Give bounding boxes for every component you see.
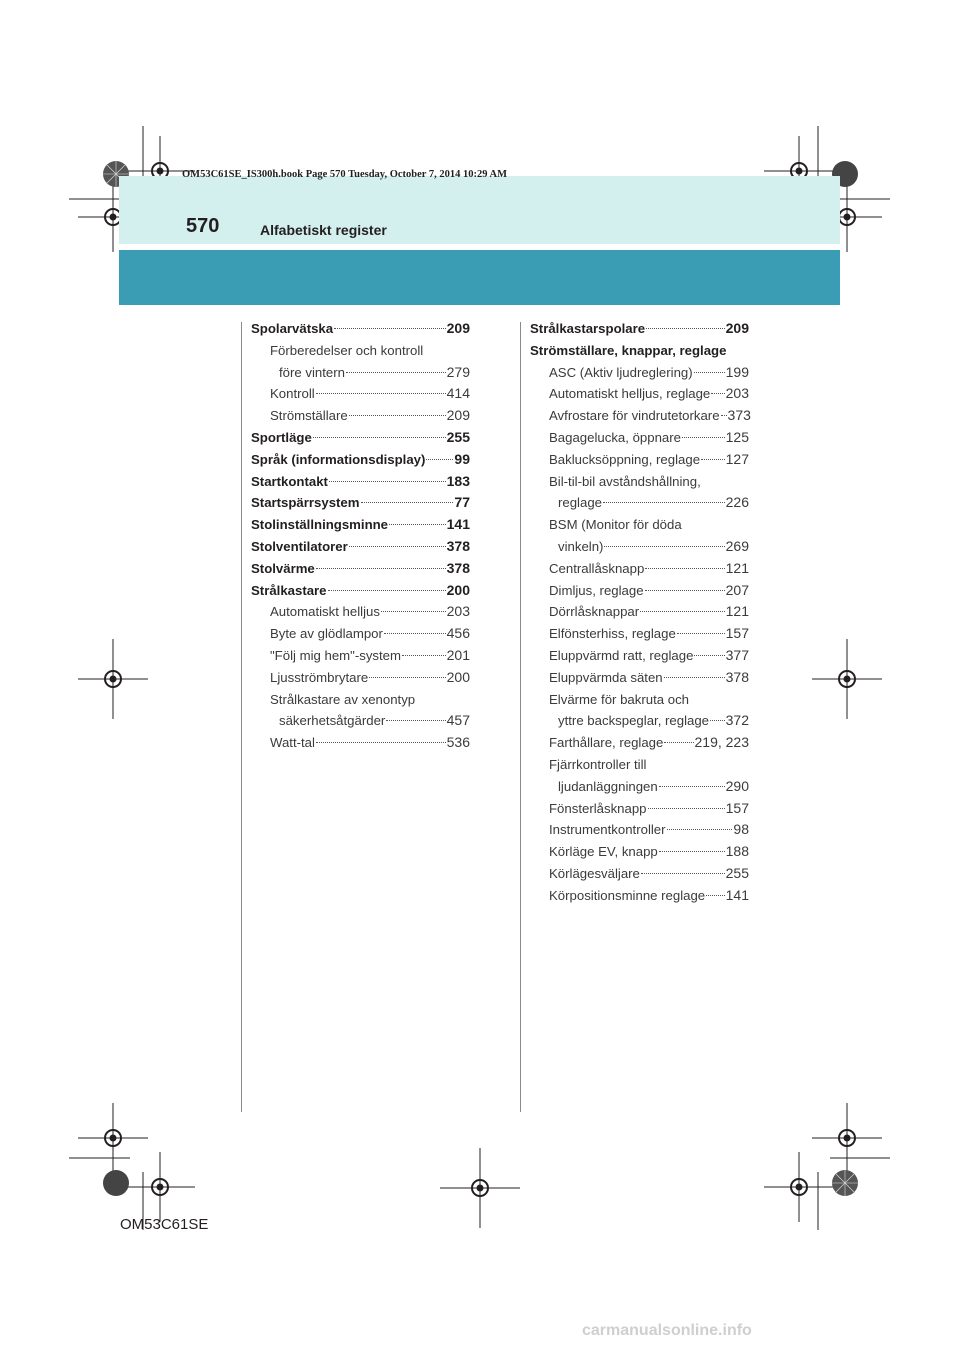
index-entry: [251, 558, 470, 580]
index-entry-text: Bagagelucka, öppnare: [549, 429, 681, 445]
dot-leader: [641, 873, 725, 874]
index-entry: [530, 732, 749, 754]
dot-leader: [721, 415, 727, 416]
index-entry: [530, 623, 749, 645]
registration-target-bottom-left: [125, 1152, 195, 1222]
index-entry-text: Strömställare, knappar, reglage: [530, 342, 727, 358]
index-entry: [530, 710, 749, 732]
dot-leader: [316, 742, 446, 743]
index-entry-text: Elfönsterhiss, reglage: [549, 626, 676, 642]
dot-leader: [711, 393, 724, 394]
index-entry-text: Strålkastare: [251, 582, 327, 598]
index-entry: [530, 863, 749, 885]
index-entry-text: "Följ mig hem"-system: [270, 647, 401, 663]
index-entry-text: Förberedelser och kontroll: [270, 342, 424, 358]
index-entry-text: ljudanläggningen: [558, 778, 658, 794]
registration-target-right-middle: [812, 639, 882, 719]
dot-leader: [667, 829, 733, 830]
index-entry: [251, 732, 470, 754]
index-entry: [530, 536, 749, 558]
dot-leader: [710, 720, 725, 721]
index-entry-text: Startkontakt: [251, 473, 328, 489]
index-entry-page: 378: [725, 668, 749, 685]
registration-target-bottom-center: [440, 1148, 520, 1228]
index-entry: [530, 798, 749, 820]
dot-leader: [369, 677, 445, 678]
index-entry-text: Byte av glödlampor: [270, 626, 383, 642]
column-rule-middle: [520, 322, 521, 1112]
index-entry-text: Spolarvätska: [251, 321, 334, 336]
index-entry-text: Farthållare, reglage: [549, 735, 664, 751]
dot-leader: [384, 633, 446, 634]
index-entry-text: Stolvärme: [251, 560, 315, 576]
dot-leader: [701, 459, 725, 460]
index-entry-page: 290: [725, 777, 749, 794]
starburst-mark-bottom-left: [101, 1168, 131, 1198]
index-entry: [251, 710, 470, 732]
dot-leader: [706, 895, 724, 896]
header-band-light: [119, 176, 840, 244]
index-entry: [530, 885, 749, 907]
index-entry-page: 414: [446, 385, 470, 402]
index-entry: [251, 492, 470, 514]
starburst-mark-bottom-right: [830, 1168, 860, 1198]
dot-leader: [682, 437, 725, 438]
dot-leader: [648, 808, 725, 809]
index-entry-page: 141: [725, 886, 749, 903]
index-column-right: [530, 318, 749, 907]
index-entry: [251, 318, 470, 340]
index-entry: [251, 623, 470, 645]
index-entry-text: Sportläge: [251, 429, 312, 445]
index-entry-text: Instrumentkontroller: [549, 822, 666, 838]
dot-leader: [664, 742, 693, 743]
index-entry: [530, 558, 749, 580]
index-entry-text: Bil-til-bil avståndshållning,: [549, 473, 701, 489]
index-entry-text: Strålkastarspolare: [530, 321, 646, 336]
index-entry-text: Kontroll: [270, 386, 315, 402]
index-entry-page: 219, 223: [694, 734, 749, 751]
index-entry: [530, 471, 749, 493]
index-entry-page: 200: [446, 668, 470, 685]
dot-leader: [694, 372, 725, 373]
dot-leader: [659, 786, 725, 787]
index-entry-text: Fjärrkontroller till: [549, 756, 647, 772]
index-entry-text: vinkeln): [558, 538, 604, 554]
dot-leader: [316, 393, 446, 394]
index-entry-text: Avfrostare för vindrutetorkare: [549, 408, 720, 424]
index-entry-page: 121: [725, 603, 749, 620]
index-entry-text: före vintern: [279, 364, 345, 380]
index-entry-text: Automatiskt helljus: [270, 604, 380, 620]
index-entry-text: yttre backspeglar, reglage: [558, 713, 710, 729]
index-entry: [530, 819, 749, 841]
index-entry: [251, 471, 470, 493]
index-entry-page: 209: [446, 320, 470, 336]
dot-leader: [381, 611, 446, 612]
dot-leader: [402, 655, 446, 656]
index-entry-text: Watt-tal: [270, 735, 315, 751]
index-entry: [530, 318, 749, 340]
index-entry-page: 188: [725, 843, 749, 860]
header-band-dark: [119, 250, 840, 305]
index-entry: [251, 580, 470, 602]
index-entry-text: Strömställare: [270, 408, 348, 424]
index-entry-page: 99: [454, 450, 470, 467]
index-entry-text: Baklucksöppning, reglage: [549, 451, 701, 467]
index-entry-text: Dörrlåsknappar: [549, 604, 640, 620]
index-entry-page: 183: [446, 472, 470, 489]
index-entry-text: Språk (informationsdisplay): [251, 451, 426, 467]
dot-leader: [659, 851, 725, 852]
index-entry-text: Körläge EV, knapp: [549, 844, 658, 860]
index-entry-text: Stolinställningsminne: [251, 517, 389, 533]
index-entry-page: 255: [446, 428, 470, 445]
index-entry-page: 456: [446, 625, 470, 642]
index-entry-text: Stolventilatorer: [251, 538, 348, 554]
index-entry-text: Startspärrsystem: [251, 495, 360, 511]
index-entry-page: 199: [725, 363, 749, 380]
index-entry-page: 536: [446, 734, 470, 751]
index-entry-text: Fönsterlåsknapp: [549, 800, 647, 816]
dot-leader: [646, 328, 725, 329]
index-entry-page: 226: [725, 494, 749, 511]
index-entry-text: BSM (Monitor för döda: [549, 517, 682, 533]
index-entry-text: Centrallåsknapp: [549, 560, 645, 576]
index-entry: [530, 776, 749, 798]
index-entry-page: 209: [446, 407, 470, 424]
index-entry-page: 98: [733, 821, 749, 838]
index-entry: [251, 449, 470, 471]
index-entry: [251, 536, 470, 558]
index-entry-page: 157: [725, 799, 749, 816]
index-entry: [251, 362, 470, 384]
index-entry-page: 200: [446, 581, 470, 598]
index-entry: [530, 427, 749, 449]
index-entry: [530, 754, 749, 776]
index-entry: [251, 340, 470, 362]
dot-leader: [361, 502, 454, 503]
dot-leader: [426, 459, 453, 460]
dot-leader: [316, 568, 446, 569]
index-entry-text: Körpositionsminne reglage: [549, 887, 706, 903]
index-entry-text: säkerhetsåtgärder: [279, 713, 386, 729]
document-code: OM53C61SE: [120, 1216, 209, 1233]
page-number: 570: [186, 215, 220, 237]
index-entry-page: 269: [725, 537, 749, 554]
index-entry-page: 279: [446, 363, 470, 380]
index-entry: [530, 449, 749, 471]
index-entry-text: Körlägesväljare: [549, 865, 640, 881]
dot-leader: [604, 546, 724, 547]
index-entry: [530, 514, 749, 536]
index-entry-text: Eluppvärmda säten: [549, 669, 663, 685]
registration-target-left-middle: [78, 639, 148, 719]
index-entry-page: 457: [446, 712, 470, 729]
dot-leader: [694, 655, 724, 656]
index-column-left: [251, 318, 470, 754]
dot-leader: [664, 677, 725, 678]
dot-leader: [334, 328, 446, 329]
watermark: carmanualsonline.info: [582, 1322, 752, 1339]
index-entry: [530, 362, 749, 384]
index-entry-page: 377: [725, 646, 749, 663]
index-entry-text: Ljusströmbrytare: [270, 669, 369, 685]
dot-leader: [329, 481, 446, 482]
index-entry-page: 378: [446, 537, 470, 554]
index-entry-page: 209: [725, 320, 749, 336]
dot-leader: [349, 546, 446, 547]
section-title: Alfabetiskt register: [260, 222, 387, 238]
index-entry-page: 201: [446, 646, 470, 663]
index-entry-page: 141: [446, 516, 470, 533]
index-entry: [530, 667, 749, 689]
index-entry: [530, 340, 749, 362]
index-entry: [251, 383, 470, 405]
index-entry: [530, 492, 749, 514]
dot-leader: [640, 611, 724, 612]
index-entry: [530, 580, 749, 602]
index-entry: [251, 601, 470, 623]
index-entry: [251, 645, 470, 667]
index-entry: [530, 405, 749, 427]
dot-leader: [386, 720, 445, 721]
index-entry: [251, 689, 470, 711]
dot-leader: [346, 372, 446, 373]
index-entry: [530, 689, 749, 711]
index-entry: [530, 645, 749, 667]
dot-leader: [645, 590, 725, 591]
book-info-line: OM53C61SE_IS300h.book Page 570 Tuesday, October 7, 2014 10:29 AM: [182, 169, 508, 180]
dot-leader: [677, 633, 725, 634]
index-entry: [251, 514, 470, 536]
index-entry: [251, 667, 470, 689]
dot-leader: [645, 568, 724, 569]
index-entry-page: 127: [725, 450, 749, 467]
dot-leader: [389, 524, 446, 525]
index-entry-page: 203: [725, 385, 749, 402]
index-entry-text: Eluppvärmd ratt, reglage: [549, 647, 694, 663]
index-entry: [530, 601, 749, 623]
dot-leader: [349, 415, 446, 416]
column-rule-left: [241, 322, 242, 1112]
dot-leader: [603, 502, 725, 503]
index-entry-page: 207: [725, 581, 749, 598]
dot-leader: [313, 437, 446, 438]
index-entry-text: ASC (Aktiv ljudreglering): [549, 364, 693, 380]
index-entry-page: 125: [725, 428, 749, 445]
dot-leader: [328, 590, 446, 591]
index-entry: [251, 427, 470, 449]
index-entry-text: Automatiskt helljus, reglage: [549, 386, 711, 402]
index-entry-page: 373: [727, 407, 751, 424]
index-entry: [251, 405, 470, 427]
index-entry: [530, 841, 749, 863]
registration-target-bottom-right: [764, 1152, 834, 1222]
index-entry-page: 372: [725, 712, 749, 729]
index-entry-page: 157: [725, 625, 749, 642]
index-entry-page: 378: [446, 559, 470, 576]
index-entry-page: 203: [446, 603, 470, 620]
index-entry-page: 121: [725, 559, 749, 576]
index-entry: [530, 383, 749, 405]
index-entry-text: Strålkastare av xenontyp: [270, 691, 416, 707]
index-entry-text: reglage: [558, 495, 602, 511]
index-entry-text: Elvärme för bakruta och: [549, 691, 689, 707]
index-entry-text: Dimljus, reglage: [549, 582, 644, 598]
index-entry-page: 77: [454, 494, 470, 511]
index-entry-page: 255: [725, 864, 749, 881]
